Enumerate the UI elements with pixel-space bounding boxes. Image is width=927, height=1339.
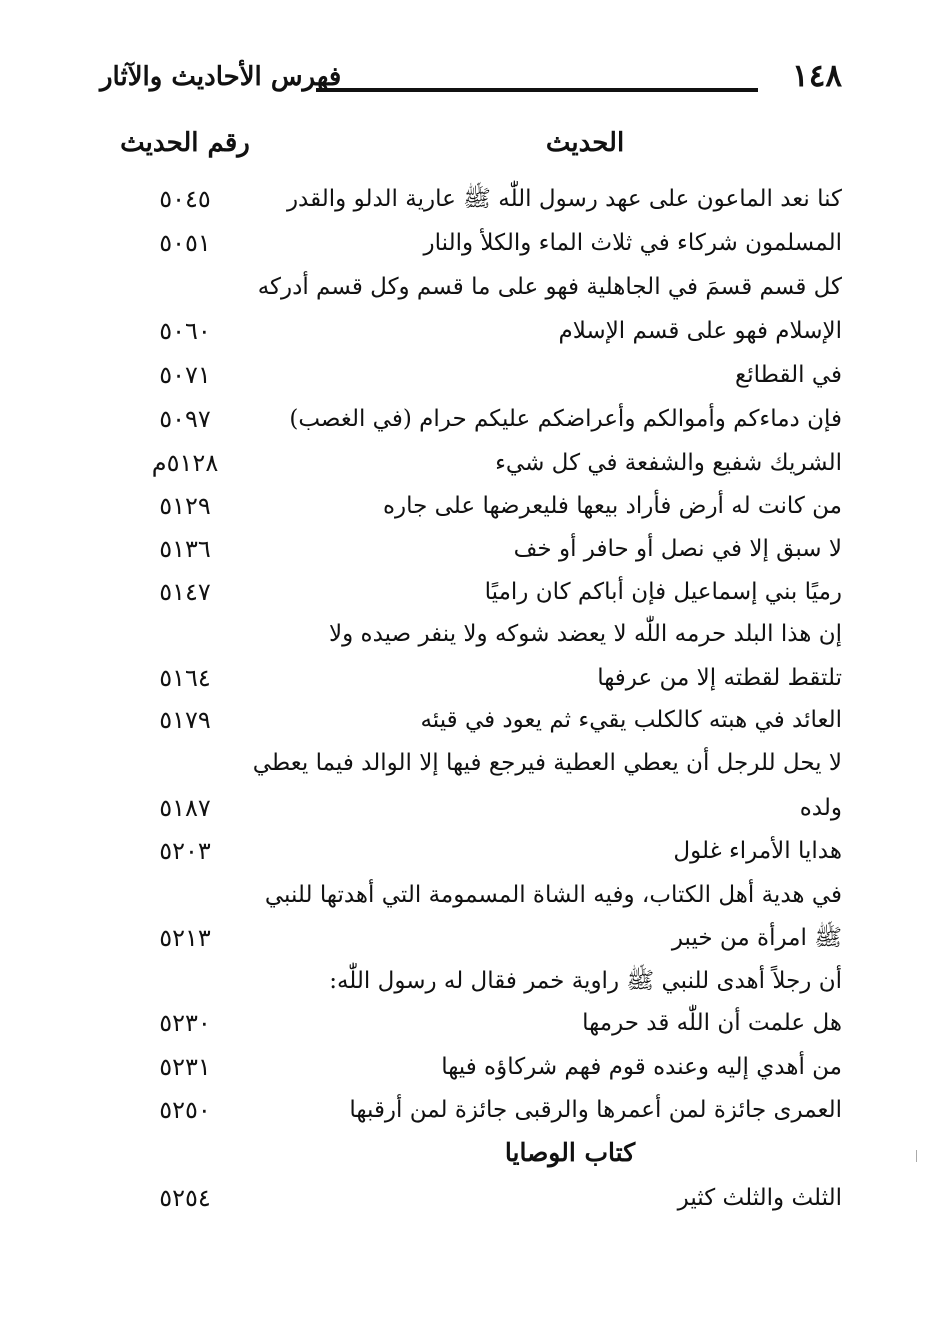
hadith-line: لا يحل للرجل أن يعطي العطية فيرجع فيها إلا الوالد فيما يعطي <box>252 750 842 776</box>
hadith-line: كنا نعد الماعون على عهد رسول اللّٰه ﷺ عارية الدلو والقدر <box>286 186 842 212</box>
hadith-line: فإن دماءكم وأموالكم وأعراضكم عليكم حرام (في الغصب) <box>289 406 842 432</box>
hadith-number: ٥١٨٧ <box>159 794 211 822</box>
hadith-number: ٥١٢٨م <box>151 449 219 477</box>
hadith-number: ٥٠٦٠ <box>159 317 211 345</box>
hadith-line: في القطائع <box>734 362 842 388</box>
hadith-line: في هدية أهل الكتاب، وفيه الشاة المسمومة التي أهدتها للنبي <box>264 882 842 908</box>
running-title: فهرس الأحاديث والآثار <box>100 62 342 92</box>
hadith-line: رميًا بني إسماعيل فإن أباكم كان راميًا <box>484 579 842 605</box>
hadith-number: ٥١٧٩ <box>159 706 211 734</box>
hadith-line: ﷺ امرأة من خيبر <box>671 925 842 951</box>
hadith-number: ٥٢٥٤ <box>159 1184 211 1212</box>
hadith-number: ٥٠٩٧ <box>159 405 211 433</box>
hadith-number: ٥٠٥١ <box>159 229 211 257</box>
hadith-number: ٥١٦٤ <box>159 664 211 692</box>
page-number: ١٤٨ <box>792 58 842 94</box>
number-column-heading: رقم الحديث <box>120 128 250 158</box>
hadith-line: الشريك شفيع والشفعة في كل شيء <box>495 450 842 476</box>
running-header <box>100 58 842 108</box>
hadith-line: لا سبق إلا في نصل أو حافر أو خف <box>513 536 842 562</box>
hadith-line: أن رجلاً أهدى للنبي ﷺ راوية خمر فقال له رسول اللّٰه: <box>329 968 842 994</box>
hadith-line: إن هذا البلد حرمه اللّٰه لا يعضد شوكه ولا ينفر صيده ولا <box>329 621 842 647</box>
hadith-line: من أهدي إليه وعنده قوم فهم شركاؤه فيها <box>441 1054 842 1080</box>
hadith-number: ٥١٢٩ <box>159 492 211 520</box>
hadith-number: ٥٢١٣ <box>159 924 211 952</box>
page-edge-mark <box>916 1150 925 1162</box>
hadith-line: تلتقط لقطته إلا من عرفها <box>597 665 842 691</box>
hadith-line: الإسلام فهو على قسم الإسلام <box>558 318 842 344</box>
hadith-number: ٥٢٣٠ <box>159 1009 211 1037</box>
hadith-number: ٥١٤٧ <box>159 578 211 606</box>
hadith-line: كل قسم قسمَ في الجاهلية فهو على ما قسم وكل قسم أدركه <box>257 274 842 300</box>
hadith-line: المسلمون شركاء في ثلاث الماء والكلأ والنار <box>423 230 842 256</box>
hadith-line: هدايا الأمراء غلول <box>673 838 842 864</box>
hadith-line: العمرى جائزة لمن أعمرها والرقبى جائزة لمن أرقبها <box>349 1097 842 1123</box>
hadith-number: ٥٢٣١ <box>159 1053 211 1081</box>
hadith-line: العائد في هبته كالكلب يقيء ثم يعود في قيئه <box>420 707 842 733</box>
hadith-number: ٥٠٧١ <box>159 361 211 389</box>
hadith-line: من كانت له أرض فأراد بيعها فليعرضها على جاره <box>382 493 842 519</box>
hadith-line: الثلث والثلث كثير <box>677 1185 842 1211</box>
hadith-number: ٥٢٥٠ <box>159 1096 211 1124</box>
hadith-number: ٥٠٤٥ <box>159 185 211 213</box>
hadith-column-heading: الحديث <box>545 128 625 158</box>
header-rule <box>316 88 758 92</box>
section-title: كتاب الوصايا <box>504 1138 636 1167</box>
hadith-line: هل علمت أن اللّٰه قد حرمها <box>582 1010 842 1036</box>
hadith-number: ٥٢٠٣ <box>159 837 211 865</box>
hadith-line: ولده <box>799 795 842 821</box>
hadith-number: ٥١٣٦ <box>159 535 211 563</box>
